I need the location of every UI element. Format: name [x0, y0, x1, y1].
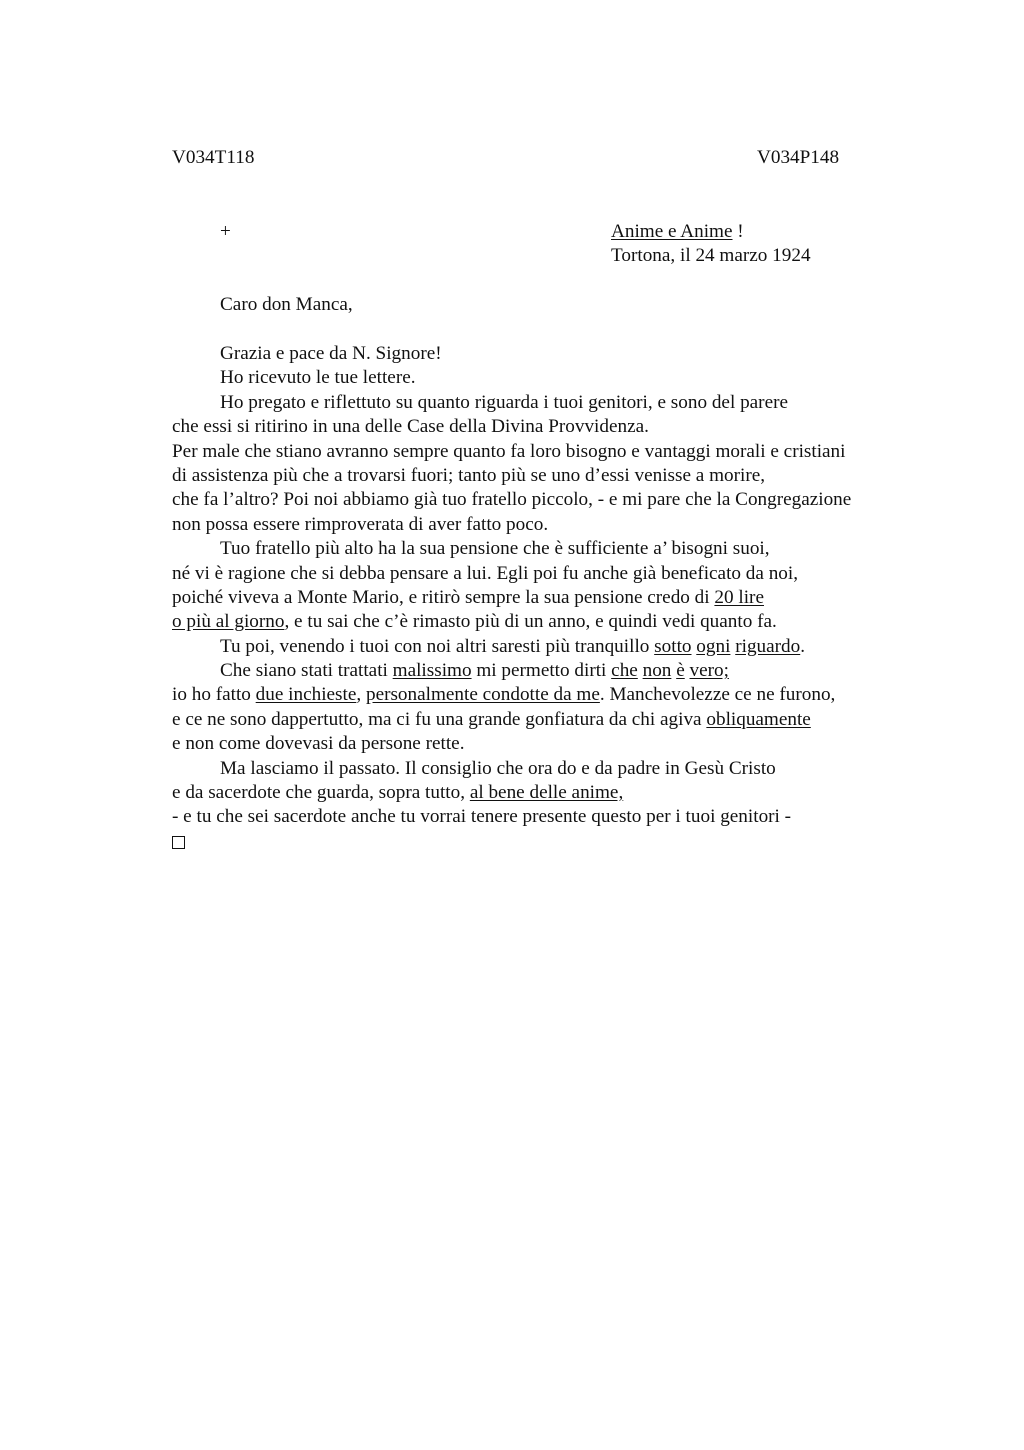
body-line-16	[172, 708, 932, 732]
place-date: Tortona, il 24 marzo 1924	[611, 245, 811, 266]
body-line-3: Ho pregato e riflettuto su quanto riguarda i tuoi genitori, e sono del parere	[220, 391, 788, 413]
body-line-15-text: io ho fatto	[172, 684, 256, 706]
body-line-20: - e tu che sei sacerdote anche tu vorrai tenere presente questo per i tuoi genitori -	[172, 806, 792, 828]
cross-mark: +	[220, 221, 231, 242]
underlined-obliquamente: obliquamente	[706, 708, 811, 730]
motto: Anime e Anime	[611, 221, 733, 242]
body-line-11	[172, 586, 932, 610]
body-line-13	[172, 635, 932, 659]
body-line-4: che essi si ritirino in una delle Case della Divina Provvidenza.	[172, 416, 649, 438]
body-line-9: Tuo fratello più alto ha la sua pensione che è sufficiente a’ bisogni suoi,	[220, 538, 770, 560]
underlined-amount: 20 lire	[714, 586, 764, 608]
underlined-vero: vero;	[689, 660, 729, 682]
body-line-6: di assistenza più che a trovarsi fuori; tanto più se uno d’essi venisse a morire,	[172, 464, 766, 486]
document-code-left: V034T118	[172, 147, 255, 168]
underlined-due-inchieste: due inchieste	[255, 684, 357, 706]
underlined-sotto: sotto	[654, 635, 692, 657]
underlined-personalmente: personalmente condotte da me	[365, 684, 600, 706]
body-line-8: non possa essere rimproverata di aver fatto poco.	[172, 513, 549, 535]
comma: ,	[356, 684, 366, 706]
dateline	[611, 220, 811, 268]
letter-body	[172, 342, 932, 860]
body-line-14-text: Che siano stati trattati	[220, 660, 393, 682]
underlined-che: che	[611, 660, 638, 682]
body-line-1: Grazia e pace da N. Signore!	[220, 343, 442, 364]
body-line-18: Ma lasciamo il passato. Il consiglio che ora do e da padre in Gesù Cristo	[220, 757, 776, 779]
empty-square-icon	[172, 836, 185, 849]
body-line-7: che fa l’altro? Poi noi abbiamo già tuo fratello piccolo, - e mi pare che la Congregazione	[172, 489, 852, 511]
body-line-12-text: , e tu sai che c’è rimasto più di un anno, e quindi vedi quanto fa.	[284, 611, 777, 633]
body-line-14	[172, 659, 932, 683]
body-line-11-text: poiché viveva a Monte Mario, e ritirò sempre la sua pensione credo di	[172, 586, 715, 608]
underlined-malissimo: malissimo	[392, 660, 472, 682]
underlined-non: non	[642, 660, 672, 682]
body-line-19-text: e da sacerdote che guarda, sopra tutto,	[172, 782, 470, 804]
underlined-bene-anime: al bene delle anime,	[469, 782, 624, 804]
body-line-15-end: . Manchevolezze ce ne furono,	[599, 684, 836, 706]
body-line-5: Per male che stiano avranno sempre quanto fa loro bisogno e vantaggi morali e cristiani	[172, 440, 846, 462]
body-line-17: e non come dovevasi da persone rette.	[172, 733, 465, 755]
underlined-e: è	[676, 660, 685, 682]
body-line-15	[172, 683, 932, 707]
underlined-riguardo: riguardo	[735, 635, 801, 657]
motto-suffix: !	[732, 221, 744, 242]
period: .	[800, 635, 806, 657]
underlined-per-day: o più al giorno	[172, 611, 285, 633]
salutation: Caro don Manca,	[220, 294, 353, 315]
underlined-ogni: ogni	[696, 635, 731, 657]
end-mark-line	[172, 836, 932, 860]
body-line-12	[172, 610, 932, 634]
motto-line	[611, 220, 811, 244]
body-line-19	[172, 781, 932, 805]
body-line-2: Ho ricevuto le tue lettere.	[220, 367, 416, 389]
body-line-16-text: e ce ne sono dappertutto, ma ci fu una grande gonfiatura da chi agiva	[172, 708, 707, 730]
body-line-14-mid: mi permetto dirti	[471, 660, 612, 682]
body-line-13-text: Tu poi, venendo i tuoi con noi altri saresti più tranquillo	[220, 635, 655, 657]
body-line-10: né vi è ragione che si debba pensare a lui. Egli poi fu anche già beneficato da noi,	[172, 562, 799, 584]
document-code-right: V034P148	[757, 147, 840, 168]
